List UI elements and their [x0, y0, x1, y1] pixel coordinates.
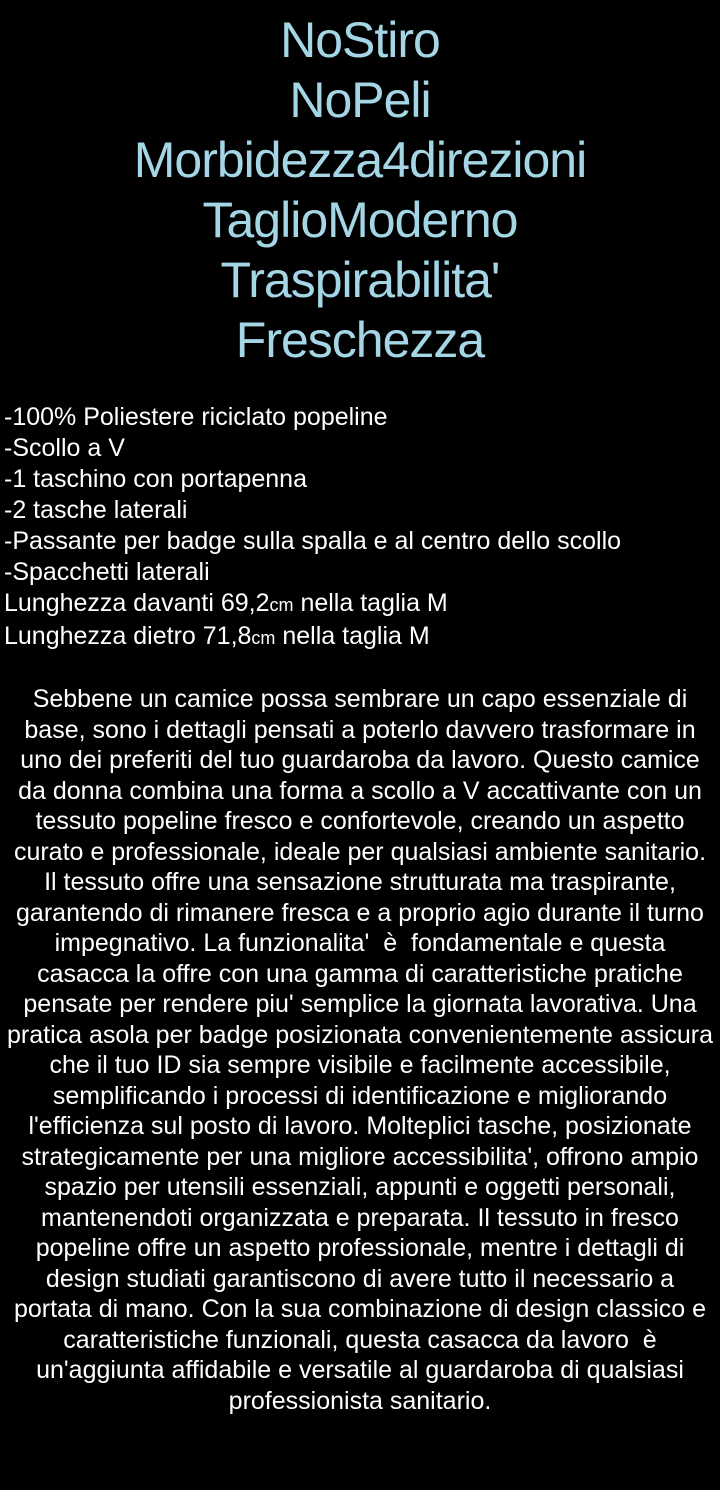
- measurement-back-value: Lunghezza dietro 71,8: [4, 622, 252, 650]
- measurement-front-length: [4, 588, 720, 621]
- feature-item-chest-pocket: -1 taschino con portapenna: [4, 465, 307, 493]
- description-paragraph: Sebbene un camice possa sembrare un capo essenziale di base, sono i dettagli pensati a poterlo davvero trasformare in uno dei preferiti del tuo guardaroba da lavoro. Questo camice da donna combina una forma a scollo a V accattivante con un tessuto popeline fresco e confortevole, creando un aspetto curato e professionale, ideale per qualsiasi ambiente sanitario. Il tessuto offre una sensazione strutturata ma traspirante, garantendo di rimanere fresca e a proprio agio durante il turno impegnativo. La funzionalita' è fondamentale e questa casacca la offre con una gamma di caratteristiche pratiche pensate per rendere piu' semplice la giornata lavorativa. Una pratica asola per badge posizionata convenientemente assicura che il tuo ID sia sempre visibile e facilmente accessibile, semplificando i processi di identificazione e migliorando l'efficienza sul posto di lavoro. Molteplici tasche, posizionate strategicamente per una migliore accessibilita', offrono ampio spazio per utensili essenziali, appunti e oggetti personali, mantenendoti organizzata e preparata. Il tessuto in fresco popeline offre un aspetto professionale, mentre i dettagli di design studiati garantiscono di avere tutto il necessario a portata di mano. Con la sua combinazione di design classico e caratteristiche funzionali, questa casacca da lavoro è un'aggiunta affidabile e versatile al guardaroba di qualsiasi professionista sanitario.: [6, 685, 720, 1415]
- feature-item-side-slits: -Spacchetti laterali: [4, 558, 210, 586]
- measurement-front-suffix: nella taglia M: [293, 589, 448, 617]
- measurement-back-suffix: nella taglia M: [275, 622, 430, 650]
- highlight-line-no-stiro: NoStiro: [280, 12, 440, 68]
- feature-item-badge-loop: -Passante per badge sulla spalla e al centro dello scollo: [4, 527, 622, 555]
- feature-item-fabric: -100% Poliestere riciclato popeline: [4, 403, 388, 431]
- feature-item-side-pockets: -2 tasche laterali: [4, 496, 188, 524]
- measurement-front-unit: cm: [269, 595, 294, 615]
- feature-list: [0, 402, 720, 654]
- highlight-line-freschezza: Freschezza: [235, 312, 485, 368]
- highlight-line-taglio-moderno: TaglioModerno: [202, 192, 518, 248]
- measurement-back-length: [4, 621, 720, 654]
- highlight-line-traspirabilita: Traspirabilita': [220, 252, 500, 308]
- product-highlights: [0, 10, 720, 370]
- highlight-line-morbidezza: Morbidezza4direzioni: [133, 132, 587, 188]
- measurement-front-value: Lunghezza davanti 69,2: [4, 589, 270, 617]
- highlight-line-no-peli: NoPeli: [289, 72, 431, 128]
- measurement-back-unit: cm: [251, 628, 276, 648]
- feature-item-neckline: -Scollo a V: [4, 434, 125, 462]
